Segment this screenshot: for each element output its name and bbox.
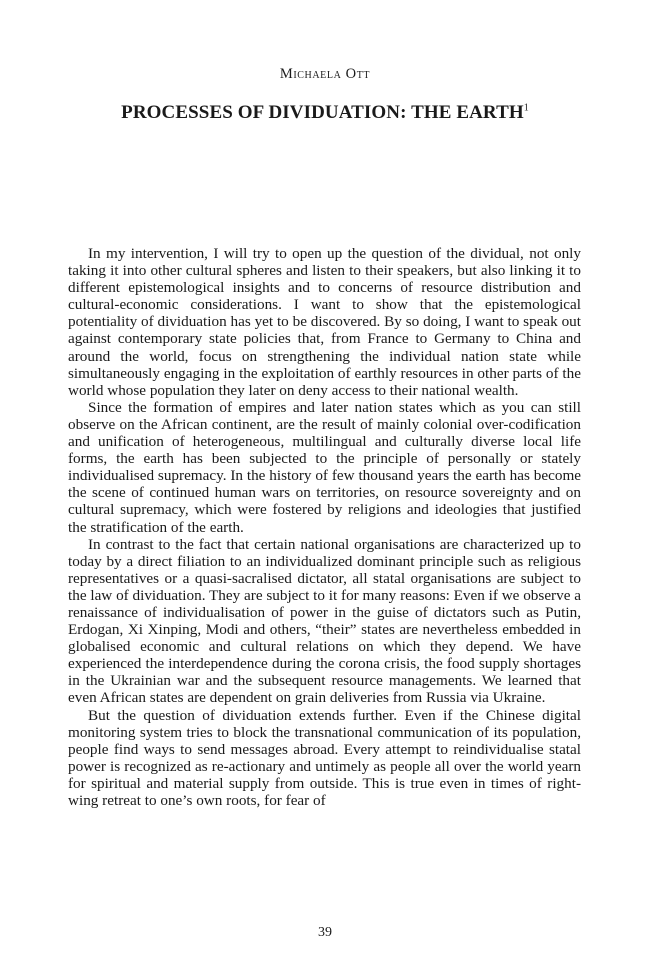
paragraph: Since the formation of empires and later nation states which as you can still observe on the African continent, are the result of mainly colonial over-codification and unification of heterogeneous, multilingual and culturally diverse local life forms, the earth has been subjected to the principle of personally or stately individualised supremacy. In the history of few thousand years the earth has become the scene of continued human wars on territories, on resource sovereignty and on cultural supremacy, which were fostered by religions and ideologies that justified the stratification of the earth. — [68, 398, 581, 536]
author-name: Michaela Ott — [279, 66, 371, 82]
paragraph: In contrast to the fact that certain national organisations are characterized up to today by a direct filiation to an individualized dominant principle such as religious representatives or a quasi-sacralised dictator, all statal organisations are subject to the law of dividuation. They are subject to it for many reasons: Even if we observe a renaissance of individualisation of power in the guise of dictators such as Putin, Erdogan, Xi Xinping, Modi and others, “their” states are nevertheless embedded in globalised economic and cultural relations on which they depend. We have experienced the interdependence during the corona crisis, the food supply shortages in the Ukrainian war and the subsequent resource managements. We learned that even African states are dependent on grain deliveries from Russia via Ukraine. — [68, 535, 581, 707]
paragraph: In my intervention, I will try to open up the question of the dividual, not only taking it into other cultural spheres and listen to their speakers, but also linking it to different epistemological insights and to concerns of resource distribution and cultural-economic considerations. I want to show that the epistemological potentiality of dividuation has yet to be discovered. By so doing, I want to speak out against contemporary state policies that, from France to Germany to China and around the world, focus on strengthening the individual nation state while simultaneously engaging in the exploitation of earthly resources in other parts of the world whose population they later on deny access to their national wealth. — [68, 245, 581, 399]
page-number: 39 — [318, 925, 332, 940]
chapter-title — [0, 102, 650, 124]
footnote-marker: 1 — [523, 102, 529, 114]
paragraph: But the question of dividuation extends further. Even if the Chinese digital monitoring system tries to block the transnational communication of its population, people find ways to send messages abroad. Every attempt to reindividualise statal power is recognized as re-actionary and untimely as people all over the world yearn for spiritual and material supply from outside. This is true even in times of right-wing retreat to one’s own roots, for fear of — [68, 706, 581, 809]
chapter-title-text: PROCESSES OF DIVIDUATION: THE EARTH — [121, 102, 524, 123]
body-text — [68, 245, 581, 809]
